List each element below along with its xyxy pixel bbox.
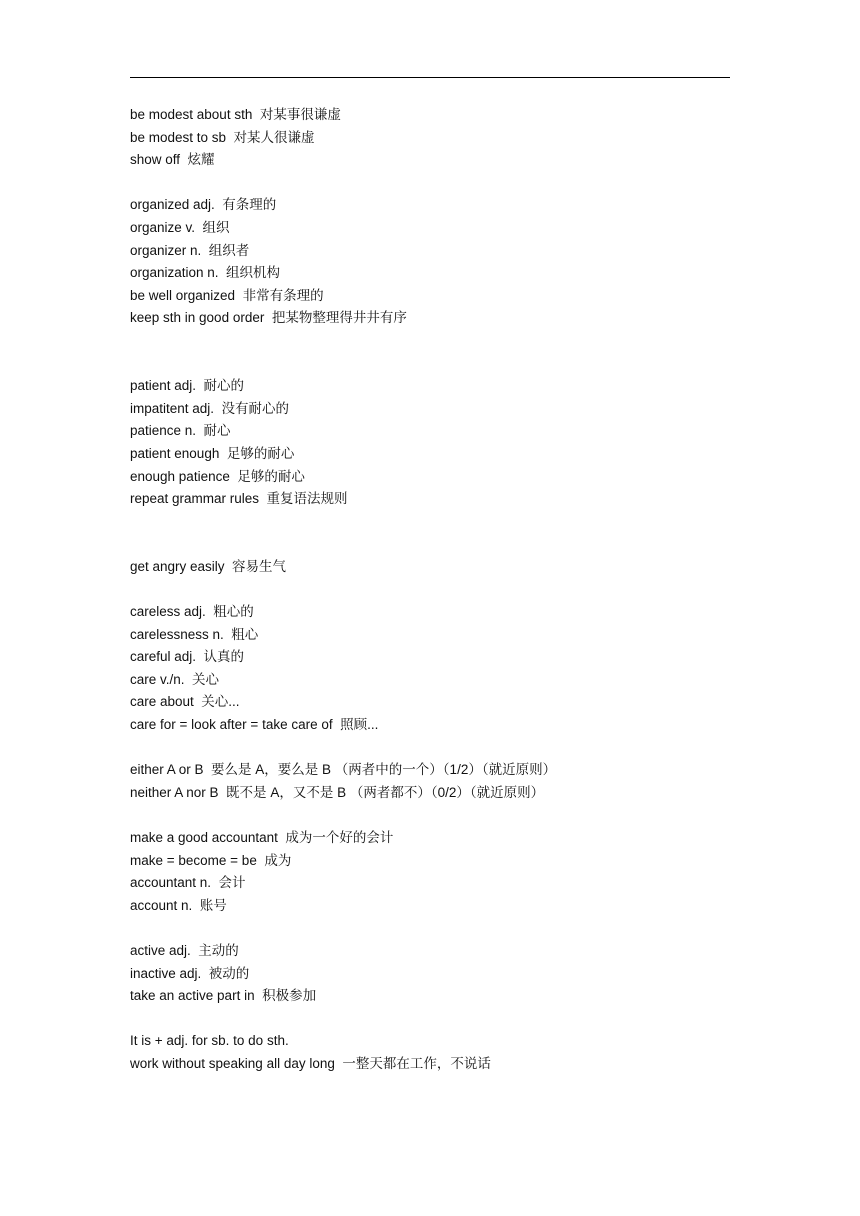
blank-line <box>130 172 750 195</box>
note-line: impatitent adj. 没有耐心的 <box>130 400 290 416</box>
header-rule <box>130 77 730 78</box>
note-line: care about 关心... <box>130 694 240 710</box>
blank-line <box>130 1008 750 1031</box>
note-line: get angry easily 容易生气 <box>130 558 287 574</box>
note-line: make a good accountant 成为一个好的会计 <box>130 830 394 845</box>
note-line: be modest to sb 对某人很谦虚 <box>130 129 315 145</box>
note-line: It is + adj. for sb. to do sth. <box>130 1033 289 1049</box>
note-line: work without speaking all day long 一整天都在工作，不说话 <box>130 1055 491 1071</box>
blank-line <box>130 804 750 827</box>
blank-line <box>130 511 750 556</box>
note-line: patience n. 耐心 <box>130 423 231 439</box>
note-line: be modest about sth 对某事很谦虚 <box>130 107 341 122</box>
note-line: organized adj. 有条理的 <box>130 197 277 213</box>
note-line: keep sth in good order 把某物整理得井井有序 <box>130 310 407 326</box>
blank-line <box>130 917 750 940</box>
note-line: careless adj. 粗心的 <box>130 604 254 620</box>
note-line: organization n. 组织机构 <box>130 265 281 281</box>
note-line: patient adj. 耐心的 <box>130 378 245 394</box>
note-line: organizer n. 组织者 <box>130 242 250 258</box>
note-line: repeat grammar rules 重复语法规则 <box>130 491 348 507</box>
note-line: take an active part in 积极参加 <box>130 988 317 1004</box>
note-line: organize v. 组织 <box>130 219 230 235</box>
note-line: careful adj. 认真的 <box>130 649 245 665</box>
note-line: make = become = be 成为 <box>130 852 292 868</box>
blank-line <box>130 737 750 760</box>
note-line: either A or B 要么是 A，要么是 B （两者中的一个）（1/2）（就近原则） <box>130 762 557 778</box>
vocabulary-notes <box>130 104 750 1076</box>
note-line: care for = look after = take care of 照顾... <box>130 717 379 733</box>
note-line: account n. 账号 <box>130 897 227 913</box>
note-line: active adj. 主动的 <box>130 942 239 958</box>
note-line: show off 炫耀 <box>130 152 215 168</box>
note-line: be well organized 非常有条理的 <box>130 287 324 303</box>
note-line: enough patience 足够的耐心 <box>130 468 305 484</box>
blank-line <box>130 330 750 375</box>
note-line: patient enough 足够的耐心 <box>130 445 295 461</box>
note-line: accountant n. 会计 <box>130 875 246 891</box>
note-line: carelessness n. 粗心 <box>130 626 259 642</box>
note-line: care v./n. 关心 <box>130 671 220 687</box>
note-line: neither A nor B 既不是 A，又不是 B （两者都不）（0/2）（就近原则） <box>130 784 545 800</box>
blank-line <box>130 578 750 601</box>
note-line: inactive adj. 被动的 <box>130 965 250 981</box>
